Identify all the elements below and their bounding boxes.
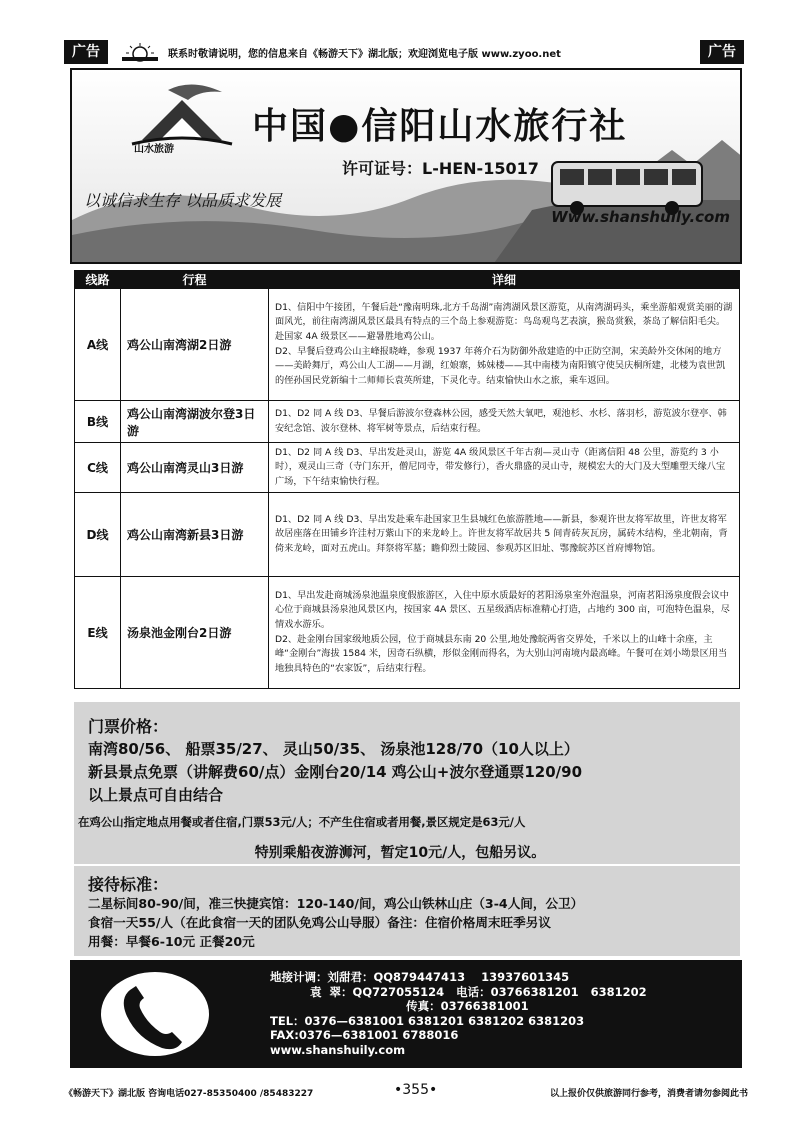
route-day-detail: D2、赴金刚台国家级地质公园，位于商城县东南 20 公里,地处豫皖两省交界处，千米以上的山峰十余座，主峰“金刚台”海拔 1584 米，因奇石纵横，形似金刚而得名，为大别山河南境内最高峰。午餐可在刘小坳景区用当地独具特色的“农家饭”，后结束行程。 <box>275 633 728 674</box>
reception-standard-panel <box>74 866 740 956</box>
price-line: 南湾80/56、 船票35/27、 灵山50/35、 汤泉池128/70（10人以上） <box>88 740 579 758</box>
route-code: D线 <box>75 493 121 577</box>
ad-tag-left: 广告 <box>64 40 108 64</box>
route-trip: 鸡公山南湾湖波尔登3日游 <box>121 401 269 443</box>
table-row <box>75 289 740 401</box>
ad-tag-right: 广告 <box>700 40 744 64</box>
reception-line: 二星标间80-90/间，准三快捷宾馆：120-140/间，鸡公山铁林山庄（3-4人间，公卫） <box>88 896 584 911</box>
route-day-detail: D1、D2 同 A 线 D3、早出发赴乘车赴国家卫生县城红色旅游胜地——新县，参观许世友将军故里，许世友将军故居座落在田铺乡许洼村万紫山下的来龙岭上。许世友将军故居共 5 间青砖灰瓦房，属砖木结构，坐北朝南，背倚来龙岭，面对五虎山。拜祭将军墓；瞻仰烈士陵园、参观苏区旧址、鄂豫皖苏区首府博物馆。 <box>275 513 728 554</box>
table-row <box>75 577 740 689</box>
license-number: 许可证号：L-HEN-15017 <box>342 159 539 178</box>
table-row <box>75 401 740 443</box>
reception-list <box>88 894 583 951</box>
price-line: 新县景点免票（讲解费60/点）金刚台20/14 鸡公山+波尔登通票120/90 <box>88 763 583 781</box>
route-day-detail: D1、D2 同 A 线 D3、早餐后游波尔登森林公园，感受天然大氧吧，观池杉、水杉、落羽杉，游览波尔登亭、韩安纪念馆、波尔登林、将军树等景点，后结束行程。 <box>275 407 727 434</box>
boat-tour-note: 特别乘船夜游浉河，暂定10元/人，包船另议。 <box>254 845 546 861</box>
routes-table <box>74 270 740 689</box>
route-day-detail: D1、早出发赴商城汤泉池温泉度假旅游区，入住中原水质最好的茗阳汤泉室外泡温泉，河南茗阳汤泉度假会议中心位于商城县汤泉池风景区内，按国家 4A 景区、五星级酒店标准精心打造，占地约 300 亩，可泡特色温泉，尽情戏水游乐。 <box>275 589 730 630</box>
agency-banner <box>70 68 742 264</box>
price-list <box>88 738 582 807</box>
page-number: •355• <box>394 1082 438 1098</box>
route-day-detail: D1、D2 同 A 线 D3、早出发赴灵山，游览 4A 级风景区千年古刹—灵山寺（距离信阳 48 公里，游览约 3 小时），观灵山三奇（寺门东开，僧尼同寺，带发修行），香火鼎盛的灵山寺，规模宏大的大门及大型雕塑天缘八宝广场，下午结束愉快行程。 <box>275 446 726 487</box>
agency-title: 中国●信阳山水旅行社 <box>252 106 628 147</box>
table-row <box>75 443 740 493</box>
contact-line: TEL：0376—6381001 6381201 6381202 6381203 <box>270 1013 585 1028</box>
reception-line: 用餐：早餐6-10元 正餐20元 <box>88 934 255 949</box>
route-trip: 鸡公山南湾湖2日游 <box>121 289 269 401</box>
magazine-logo-icon <box>118 42 162 62</box>
route-code: C线 <box>75 443 121 493</box>
route-day-detail: D1、信阳中午接团，午餐后赴“豫南明珠,北方千岛湖”南湾湖风景区游览，从南湾湖码头，乘坐游船观赏美丽的湖面风光，前往南湾湖风景区最具有特点的三个岛上参观游览：鸟岛观鸟艺表演，猴岛赏猴，茶岛了解信阳毛尖。赴国家 4A 级景区——避暑胜地鸡公山。 <box>275 301 733 342</box>
contact-line: www.shanshuily.com <box>270 1042 406 1057</box>
route-details <box>269 401 740 443</box>
contact-line: 地接计调：刘甜君：QQ879447413 13937601345 <box>270 970 570 984</box>
reception-title: 接待标准： <box>88 875 169 894</box>
header-route: 线路 <box>75 271 121 289</box>
header-itinerary: 行程 <box>121 271 269 289</box>
route-trip: 鸡公山南湾新县3日游 <box>121 493 269 577</box>
route-code: E线 <box>75 577 121 689</box>
agency-slogan: 以诚信求生存 以品质求发展 <box>84 191 282 210</box>
route-details <box>269 493 740 577</box>
route-trip: 鸡公山南湾灵山3日游 <box>121 443 269 493</box>
contact-line: 传真：03766381001 <box>270 999 529 1013</box>
table-header-row <box>75 271 740 289</box>
footer-hotline: 《畅游天下》湖北版 咨询电话027-85350400 /85483227 <box>64 1089 314 1099</box>
reception-line: 食宿一天55/人（在此食宿一天的团队免鸡公山导服）备注：住宿价格周末旺季另议 <box>88 915 551 930</box>
contact-line: FAX:0376—6381001 6788016 <box>270 1028 459 1042</box>
telephone-icon <box>90 968 220 1060</box>
route-day-detail: D2、早餐后登鸡公山主峰报晓峰，参观 1937 年蒋介石为防御外敌建造的中正防空洞，宋美龄外交休闲的地方——美龄舞厅，鸡公山人工湖——月湖，红娘寨，姊妹楼——其中南楼为南阳镇守使吴庆桐所建，北楼为袁世凯的侄孙国民党新编十二师师长袁英所建，下灵化寺。结束愉快山水之旅，乘车返回。 <box>275 345 726 386</box>
ticket-price-panel <box>74 702 740 864</box>
top-bar <box>64 40 744 64</box>
route-details <box>269 577 740 689</box>
source-notice: 联系时敬请说明，您的信息来自《畅游天下》湖北版；欢迎浏览电子版 www.zyoo.net <box>168 49 561 60</box>
brand-name: 山水旅游 <box>134 144 174 155</box>
route-trip: 汤泉池金刚台2日游 <box>121 577 269 689</box>
contact-panel <box>70 960 742 1068</box>
route-details <box>269 443 740 493</box>
contact-line: 袁 翠：QQ727055124 电话：03766381201 6381202 <box>270 984 647 999</box>
route-details <box>269 289 740 401</box>
route-code: A线 <box>75 289 121 401</box>
route-code: B线 <box>75 401 121 443</box>
footer-disclaimer: 以上报价仅供旅游同行参考，消费者请勿参阅此书 <box>549 1089 748 1099</box>
header-details: 详细 <box>269 271 740 289</box>
price-title: 门票价格： <box>88 717 169 736</box>
agency-website: Www.shanshuily.com <box>551 208 730 226</box>
contact-info <box>270 970 647 1057</box>
table-row <box>75 493 740 577</box>
price-note: 在鸡公山指定地点用餐或者住宿,门票53元/人；不产生住宿或者用餐,景区规定是63元/人 <box>78 815 526 829</box>
price-line: 以上景点可自由结合 <box>88 786 224 804</box>
